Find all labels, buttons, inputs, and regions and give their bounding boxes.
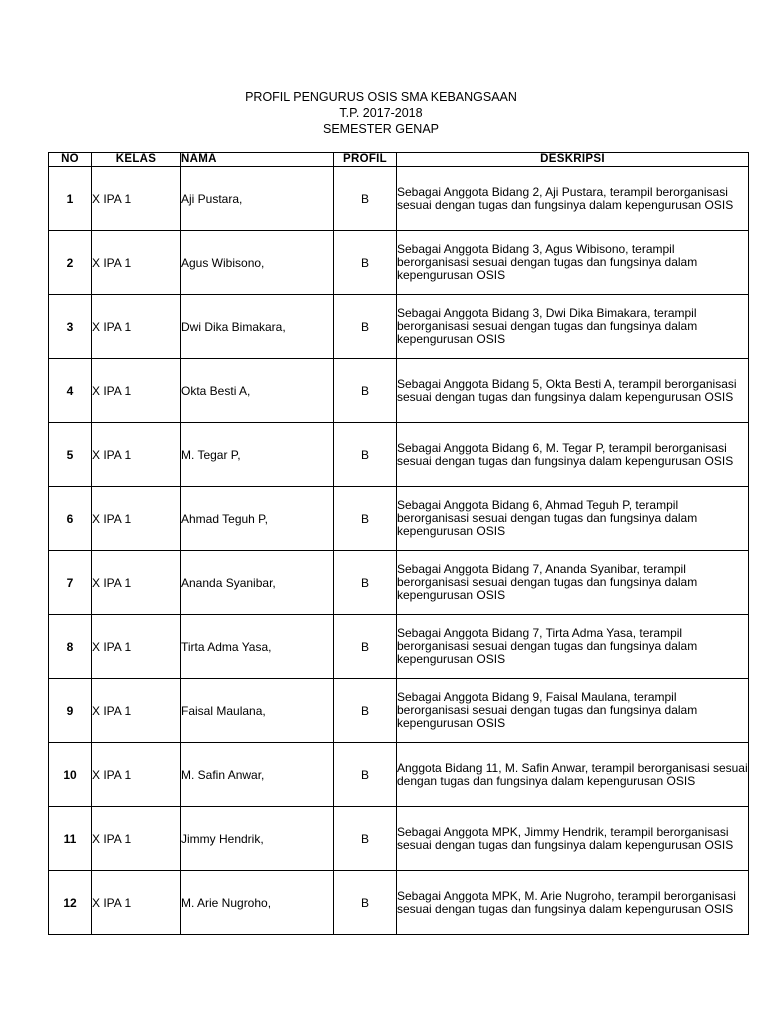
officer-profile-table xyxy=(48,152,749,935)
cell-nama: M. Tegar P, xyxy=(181,423,334,487)
cell-deskripsi: Sebagai Anggota Bidang 9, Faisal Maulana, terampil berorganisasi sesuai dengan tugas dan fungsinya dalam kepengurusan OSIS xyxy=(397,679,749,743)
cell-kelas: X IPA 1 xyxy=(92,487,181,551)
cell-profil: B xyxy=(334,359,397,423)
cell-no: 2 xyxy=(49,231,92,295)
cell-profil: B xyxy=(334,743,397,807)
cell-deskripsi: Sebagai Anggota Bidang 6, Ahmad Teguh P, terampil berorganisasi sesuai dengan tugas dan fungsinya dalam kepengurusan OSIS xyxy=(397,487,749,551)
table-row xyxy=(49,807,749,871)
cell-deskripsi: Sebagai Anggota Bidang 7, Ananda Syanibar, terampil berorganisasi sesuai dengan tugas dan fungsinya dalam kepengurusan OSIS xyxy=(397,551,749,615)
title-line-school-year: T.P. 2017-2018 xyxy=(339,106,423,120)
cell-kelas: X IPA 1 xyxy=(92,423,181,487)
table-body xyxy=(49,167,749,935)
cell-no: 11 xyxy=(49,807,92,871)
cell-kelas: X IPA 1 xyxy=(92,295,181,359)
cell-nama: Okta Besti A, xyxy=(181,359,334,423)
cell-deskripsi: Sebagai Anggota Bidang 5, Okta Besti A, terampil berorganisasi sesuai dengan tugas dan fungsinya dalam kepengurusan OSIS xyxy=(397,359,749,423)
cell-profil: B xyxy=(334,679,397,743)
cell-no: 6 xyxy=(49,487,92,551)
table-row xyxy=(49,679,749,743)
cell-nama: M. Safin Anwar, xyxy=(181,743,334,807)
cell-deskripsi: Sebagai Anggota Bidang 3, Agus Wibisono, terampil berorganisasi sesuai dengan tugas dan fungsinya dalam kepengurusan OSIS xyxy=(397,231,749,295)
cell-profil: B xyxy=(334,807,397,871)
cell-deskripsi: Sebagai Anggota MPK, M. Arie Nugroho, terampil berorganisasi sesuai dengan tugas dan fungsinya dalam kepengurusan OSIS xyxy=(397,871,749,935)
cell-kelas: X IPA 1 xyxy=(92,871,181,935)
cell-kelas: X IPA 1 xyxy=(92,743,181,807)
cell-nama: Aji Pustara, xyxy=(181,167,334,231)
cell-profil: B xyxy=(334,551,397,615)
cell-kelas: X IPA 1 xyxy=(92,231,181,295)
cell-deskripsi: Sebagai Anggota Bidang 7, Tirta Adma Yasa, terampil berorganisasi sesuai dengan tugas dan fungsinya dalam kepengurusan OSIS xyxy=(397,615,749,679)
table-header-row xyxy=(49,153,749,167)
cell-deskripsi: Sebagai Anggota Bidang 2, Aji Pustara, terampil berorganisasi sesuai dengan tugas dan fungsinya dalam kepengurusan OSIS xyxy=(397,167,749,231)
column-header-nama: NAMA xyxy=(181,153,334,167)
cell-profil: B xyxy=(334,167,397,231)
table-row xyxy=(49,743,749,807)
cell-nama: M. Arie Nugroho, xyxy=(181,871,334,935)
cell-no: 10 xyxy=(49,743,92,807)
cell-no: 9 xyxy=(49,679,92,743)
cell-profil: B xyxy=(334,871,397,935)
column-header-profil: PROFIL xyxy=(334,153,397,167)
cell-deskripsi: Sebagai Anggota Bidang 6, M. Tegar P, terampil berorganisasi sesuai dengan tugas dan fungsinya dalam kepengurusan OSIS xyxy=(397,423,749,487)
cell-deskripsi: Sebagai Anggota Bidang 3, Dwi Dika Bimakara, terampil berorganisasi sesuai dengan tugas dan fungsinya dalam kepengurusan OSIS xyxy=(397,295,749,359)
column-header-kelas: KELAS xyxy=(92,153,181,167)
cell-kelas: X IPA 1 xyxy=(92,807,181,871)
cell-no: 8 xyxy=(49,615,92,679)
cell-nama: Faisal Maulana, xyxy=(181,679,334,743)
cell-profil: B xyxy=(334,423,397,487)
table-row xyxy=(49,423,749,487)
cell-nama: Tirta Adma Yasa, xyxy=(181,615,334,679)
cell-kelas: X IPA 1 xyxy=(92,615,181,679)
table-row xyxy=(49,359,749,423)
cell-profil: B xyxy=(334,487,397,551)
cell-no: 1 xyxy=(49,167,92,231)
table-row xyxy=(49,615,749,679)
cell-kelas: X IPA 1 xyxy=(92,359,181,423)
table-row xyxy=(49,167,749,231)
cell-no: 5 xyxy=(49,423,92,487)
cell-no: 3 xyxy=(49,295,92,359)
column-header-deskripsi: DESKRIPSI xyxy=(397,153,749,167)
table-row xyxy=(49,231,749,295)
cell-nama: Agus Wibisono, xyxy=(181,231,334,295)
document-title xyxy=(0,89,768,137)
cell-nama: Ananda Syanibar, xyxy=(181,551,334,615)
cell-no: 7 xyxy=(49,551,92,615)
cell-profil: B xyxy=(334,295,397,359)
cell-no: 4 xyxy=(49,359,92,423)
cell-no: 12 xyxy=(49,871,92,935)
title-line-school: PROFIL PENGURUS OSIS SMA KEBANGSAAN xyxy=(245,90,517,104)
table-row xyxy=(49,487,749,551)
table-row xyxy=(49,551,749,615)
column-header-no: NO xyxy=(49,153,92,167)
cell-profil: B xyxy=(334,615,397,679)
cell-deskripsi: Anggota Bidang 11, M. Safin Anwar, terampil berorganisasi sesuai dengan tugas dan fungsinya dalam kepengurusan OSIS xyxy=(397,743,749,807)
table-row xyxy=(49,295,749,359)
cell-nama: Jimmy Hendrik, xyxy=(181,807,334,871)
cell-deskripsi: Sebagai Anggota MPK, Jimmy Hendrik, terampil berorganisasi sesuai dengan tugas dan fungsinya dalam kepengurusan OSIS xyxy=(397,807,749,871)
cell-nama: Dwi Dika Bimakara, xyxy=(181,295,334,359)
table-row xyxy=(49,871,749,935)
cell-nama: Ahmad Teguh P, xyxy=(181,487,334,551)
cell-profil: B xyxy=(334,231,397,295)
cell-kelas: X IPA 1 xyxy=(92,551,181,615)
cell-kelas: X IPA 1 xyxy=(92,679,181,743)
cell-kelas: X IPA 1 xyxy=(92,167,181,231)
title-line-semester: SEMESTER GENAP xyxy=(323,122,439,136)
